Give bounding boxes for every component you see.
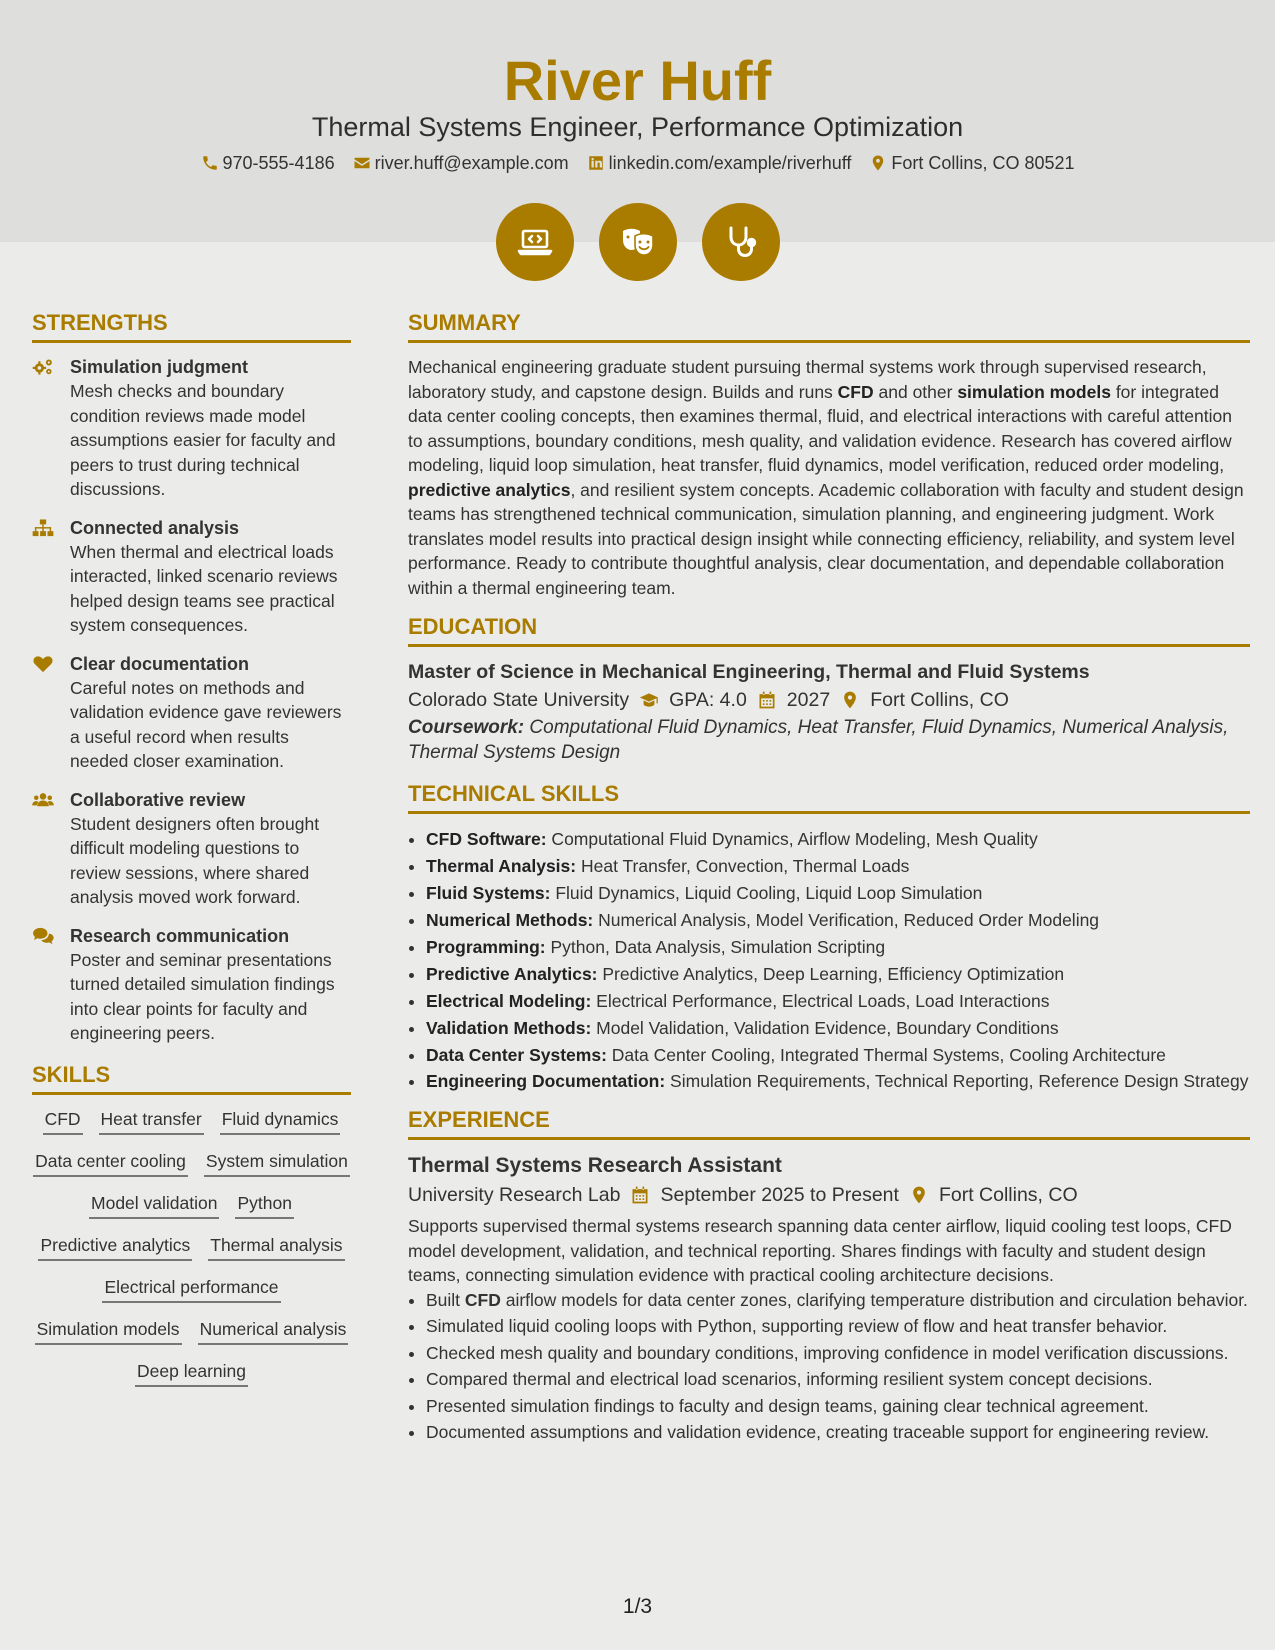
- list-item: • Checked mesh quality and boundary conditions, improving confidence in model verification discussions.: [426, 1341, 1250, 1366]
- map-marker-icon: [840, 690, 860, 710]
- list-item: • Documented assumptions and validation evidence, creating traceable support for engineering review.: [426, 1420, 1250, 1445]
- candidate-name: River Huff: [503, 49, 772, 112]
- linkedin-icon: [587, 154, 605, 172]
- sitemap-icon: [32, 519, 54, 537]
- job-bullets: [408, 1288, 1250, 1445]
- degree-title: Master of Science in Mechanical Engineering, Thermal and Fluid Systems: [408, 661, 1090, 683]
- list-item: • Data Center Systems: Data Center Cooling, Integrated Thermal Systems, Cooling Architecture: [426, 1042, 1250, 1069]
- graduation-year: 2027: [786, 689, 831, 711]
- graduation-cap-icon: [639, 690, 659, 710]
- skill-chip: Electrical performance: [102, 1275, 280, 1303]
- strength-item: [32, 788, 351, 910]
- theater-masks-icon: [618, 222, 658, 262]
- laptop-code-icon: [515, 222, 555, 262]
- list-item: • Fluid Systems: Fluid Dynamics, Liquid Cooling, Liquid Loop Simulation: [426, 880, 1250, 907]
- strength-item: [32, 516, 351, 638]
- list-item: • Built CFD airflow models for data center zones, clarifying temperature distribution and circulation behavior.: [426, 1288, 1250, 1313]
- list-item: • Validation Methods: Model Validation, Validation Evidence, Boundary Conditions: [426, 1015, 1250, 1042]
- skill-chip: Thermal analysis: [208, 1233, 344, 1261]
- badge-row: [0, 203, 1275, 281]
- skill-chip: Predictive analytics: [38, 1233, 192, 1261]
- email-text: river.huff@example.com: [374, 153, 569, 173]
- experience-heading: EXPERIENCE: [408, 1105, 1250, 1140]
- job-location: Fort Collins, CO: [938, 1184, 1078, 1206]
- job-org: University Research Lab: [408, 1184, 621, 1206]
- map-marker-icon: [869, 154, 887, 172]
- contact-row: [0, 151, 1275, 175]
- left-column: [32, 308, 351, 1387]
- skills-list: [32, 1107, 351, 1387]
- school-name: Colorado State University: [408, 689, 630, 711]
- phone-icon: [201, 154, 219, 172]
- technical-skills-heading: TECHNICAL SKILLS: [408, 779, 1250, 814]
- laptop-code-badge: [496, 203, 574, 281]
- skill-chip: Data center cooling: [33, 1149, 188, 1177]
- gpa-text: GPA: 4.0: [669, 689, 747, 711]
- candidate-title: Thermal Systems Engineer, Performance Optimization: [311, 112, 964, 142]
- education-heading: EDUCATION: [408, 612, 1250, 647]
- strength-title: Research communication: [70, 925, 290, 946]
- skill-chip: CFD: [43, 1107, 83, 1135]
- linkedin-text: linkedin.com/example/riverhuff: [608, 153, 852, 173]
- list-item: • Predictive Analytics: Predictive Analytics, Deep Learning, Efficiency Optimization: [426, 961, 1250, 988]
- phone-text: 970-555-4186: [222, 153, 335, 173]
- contact-email[interactable]: [353, 151, 569, 175]
- list-item: • CFD Software: Computational Fluid Dynamics, Airflow Modeling, Mesh Quality: [426, 826, 1250, 853]
- calendar-icon: [757, 690, 777, 710]
- strength-text: Mesh checks and boundary condition reviews made model assumptions easier for faculty and peers to trust during technical discussions.: [70, 381, 336, 499]
- list-item: • Electrical Modeling: Electrical Performance, Electrical Loads, Load Interactions: [426, 988, 1250, 1015]
- heart-icon: [32, 655, 54, 673]
- job-description: Supports supervised thermal systems research spanning data center airflow, liquid cooling test loops, CFD model development, validation, and technical reporting. Shares findings with faculty and student design teams, connecting simulation evidence with practical cooling architecture decisions.: [408, 1216, 1232, 1285]
- list-item: • Numerical Methods: Numerical Analysis, Model Verification, Reduced Order Modeling: [426, 907, 1250, 934]
- job-meta: [408, 1180, 1250, 1210]
- skill-chip: Numerical analysis: [198, 1317, 349, 1345]
- skill-chip: Deep learning: [135, 1359, 248, 1387]
- list-item: • Thermal Analysis: Heat Transfer, Convection, Thermal Loads: [426, 853, 1250, 880]
- skills-heading: SKILLS: [32, 1060, 351, 1095]
- comments-icon: [32, 927, 54, 945]
- strength-item: [32, 652, 351, 774]
- strength-text: Student designers often brought difficult modeling questions to review sessions, where shared analysis moved work forward.: [70, 813, 320, 907]
- summary-heading: SUMMARY: [408, 308, 1250, 343]
- list-item: • Simulated liquid cooling loops with Python, supporting review of flow and heat transfer behavior.: [426, 1314, 1250, 1339]
- coursework: Coursework: Computational Fluid Dynamics, Heat Transfer, Fluid Dynamics, Numerical Analysis, Thermal Systems Design: [408, 717, 1229, 763]
- right-column: [408, 308, 1250, 1447]
- strength-item: [32, 924, 351, 1046]
- school-location: Fort Collins, CO: [870, 689, 1009, 711]
- page-number: 1/3: [622, 1595, 653, 1618]
- skill-chip: Fluid dynamics: [220, 1107, 341, 1135]
- strength-title: Clear documentation: [70, 653, 250, 674]
- summary-text: Mechanical engineering graduate student pursuing thermal systems work through supervised research, laboratory study, and capstone design. Builds and runs CFD and other simulation models for integrated data center cooling concepts, then examines thermal, fluid, and electrical interactions with careful attention to assumptions, boundary conditions, mesh quality, and validation evidence. Research has covered airflow modeling, liquid loop simulation, heat transfer, fluid dynamics, model verification, reduced order modeling, predictive analytics, and resilient system concepts. Academic collaboration with faculty and student design teams has strengthened technical communication, simulation planning, and engineering judgment. Work translates model results into practical design insight while connecting efficiency, reliability, and system level performance. Ready to contribute thoughtful analysis, clear documentation, and dependable collaboration within a thermal engineering team.: [408, 357, 1244, 598]
- list-item: • Programming: Python, Data Analysis, Simulation Scripting: [426, 934, 1250, 961]
- users-icon: [32, 791, 54, 809]
- strength-text: Careful notes on methods and validation evidence gave reviewers a useful record when results needed closer examination.: [70, 677, 342, 771]
- theater-masks-badge: [599, 203, 677, 281]
- skill-chip: System simulation: [204, 1149, 350, 1177]
- strength-title: Collaborative review: [70, 789, 246, 810]
- skill-chip: Heat transfer: [99, 1107, 204, 1135]
- skill-chip: Simulation models: [35, 1317, 182, 1345]
- strengths-heading: STRENGTHS: [32, 308, 351, 343]
- gears-icon: [32, 358, 54, 376]
- job-title: Thermal Systems Research Assistant: [408, 1154, 782, 1177]
- technical-skills-list: [408, 826, 1250, 1093]
- strength-text: Poster and seminar presentations turned detailed simulation findings into clear points for faculty and engineering peers.: [70, 949, 335, 1043]
- strength-title: Simulation judgment: [70, 357, 248, 377]
- stethoscope-icon: [721, 222, 761, 262]
- skill-chip: Python: [235, 1191, 293, 1219]
- education-meta: [408, 685, 1250, 715]
- strength-title: Connected analysis: [70, 517, 240, 538]
- contact-phone[interactable]: [201, 151, 335, 175]
- strength-text: When thermal and electrical loads interacted, linked scenario reviews helped design teams see practical system consequences.: [70, 541, 338, 635]
- map-marker-icon: [909, 1185, 929, 1205]
- skill-chip: Model validation: [89, 1191, 219, 1219]
- location-text: Fort Collins, CO 80521: [891, 153, 1075, 173]
- calendar-icon: [630, 1185, 650, 1205]
- envelope-icon: [353, 154, 371, 172]
- list-item: • Presented simulation findings to faculty and design teams, gaining clear technical agreement.: [426, 1394, 1250, 1419]
- contact-linkedin[interactable]: [587, 151, 852, 175]
- contact-location: [869, 151, 1074, 175]
- strength-item: [32, 355, 351, 502]
- job-dates: September 2025 to Present: [660, 1184, 899, 1206]
- list-item: • Engineering Documentation: Simulation Requirements, Technical Reporting, Reference Design Strategy: [426, 1069, 1250, 1093]
- stethoscope-badge: [702, 203, 780, 281]
- list-item: • Compared thermal and electrical load scenarios, informing resilient system concept decisions.: [426, 1367, 1250, 1392]
